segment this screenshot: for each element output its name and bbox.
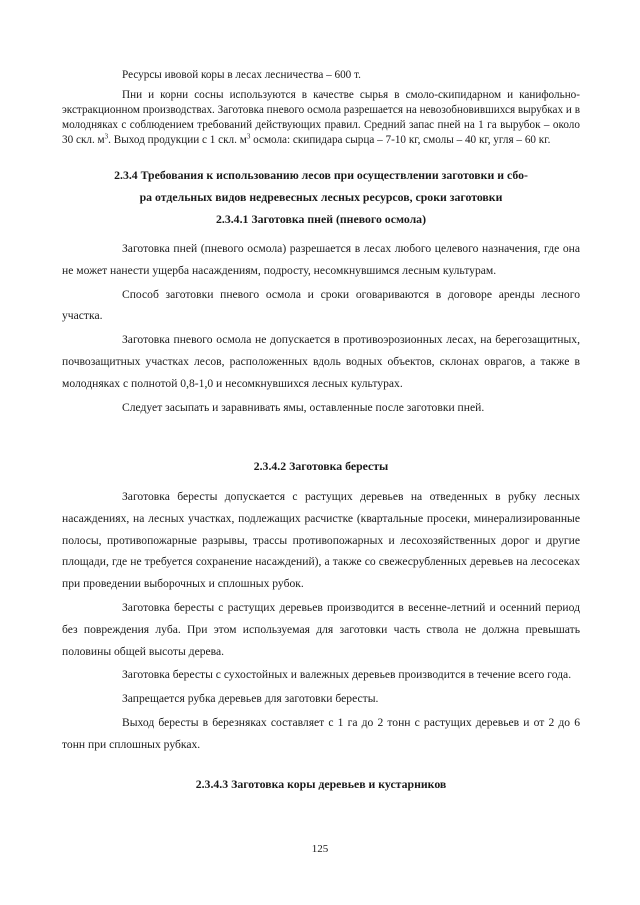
section-heading-2-3-4 bbox=[62, 164, 580, 208]
section-title-2-3-4-3: 2.3.4.3 Заготовка коры деревьев и кустарников bbox=[195, 777, 447, 791]
section-2-3-4-1-body bbox=[62, 238, 580, 420]
paragraph: Заготовка бересты с растущих деревьев производится в весенне-летний и осенний период без повреждения луба. При этом используемая для заготовки часть ствола не должна превышать половины общей высоты дерева. bbox=[62, 600, 580, 658]
paragraph: Заготовка бересты допускается с растущих деревьев на отведенных в рубку лесных насаждениях, на лесных участках, подлежащих расчистке (квартальные просеки, минерализированные полосы, противопожарные разрывы, трассы противопожарных и лесохозяйственных дорог и другие площади, где не требуется сохранение насаждений), а также со свежесрубленных деревьев на лесосеках при проведении выборочных и сплошных рубок. bbox=[62, 490, 580, 591]
paragraph: Способ заготовки пневого осмола и сроки оговариваются в договоре аренды лесного участка. bbox=[62, 287, 580, 323]
paragraph: Запрещается рубка деревьев для заготовки бересты. bbox=[122, 692, 379, 706]
paragraph: Заготовка пневого осмола не допускается в противоэрозионных лесах, на берегозащитных, почвозащитных участках лесов, расположенных вдоль водных объектов, склонах оврагов, а также в молодняках с полнотой 0,8-1,0 и несомкнувшихся лесных культурах. bbox=[62, 333, 580, 390]
intro-paragraph-1: Ресурсы ивовой коры в лесах лесничества – 600 т. bbox=[122, 69, 361, 81]
heading-line-2: ра отдельных видов недревесных лесных ресурсов, сроки заготовки bbox=[139, 190, 503, 204]
intro-paragraph-2 bbox=[62, 88, 580, 148]
paragraph: Выход бересты в березняках составляет с 1 га до 2 тонн с растущих деревьев и от 2 до 6 тонн при сплошных рубках. bbox=[62, 715, 580, 751]
section-title-2-3-4-1: 2.3.4.1 Заготовка пней (пневого осмола) bbox=[215, 212, 427, 226]
intro-block bbox=[62, 68, 580, 153]
page-number: 125 bbox=[311, 843, 329, 855]
paragraph: Заготовка бересты с сухостойных и валежных деревьев производится в течение всего года. bbox=[122, 668, 572, 682]
paragraph: Заготовка пней (пневого осмола) разрешается в лесах любого целевого назначения, где она не может нанести ущерба насаждениям, подросту, несомкнувшимся лесным культурам. bbox=[62, 242, 580, 277]
section-title-2-3-4-2: 2.3.4.2 Заготовка бересты bbox=[253, 459, 389, 473]
heading-line-1: 2.3.4 Требования к использованию лесов при осуществлении заготовки и сбо- bbox=[114, 168, 528, 182]
section-2-3-4-2-body bbox=[62, 486, 580, 758]
superscript-3: 3 bbox=[104, 132, 109, 141]
paragraph: Следует засыпать и заравнивать ямы, оставленные после заготовки пней. bbox=[122, 400, 485, 414]
superscript-3: 3 bbox=[246, 132, 251, 141]
intro-p2-text-b: . Выход продукции с 1 скл. м bbox=[108, 134, 247, 146]
intro-p2-text-a: Пни и корни сосны используются в качестве сырья в смоло-скипидарном и канифольно-экстракционном производствах. Заготовка пневого осмола разрешается на невозобновившихся вырубках и в молодняках с соблюдением требований действующих правил. Средний запас пней на 1 га вырубок – около 30 скл. м bbox=[62, 89, 580, 146]
intro-p2-text-c: осмола: скипидара сырца – 7-10 кг, смолы – 40 кг, угля – 60 кг. bbox=[250, 134, 551, 146]
